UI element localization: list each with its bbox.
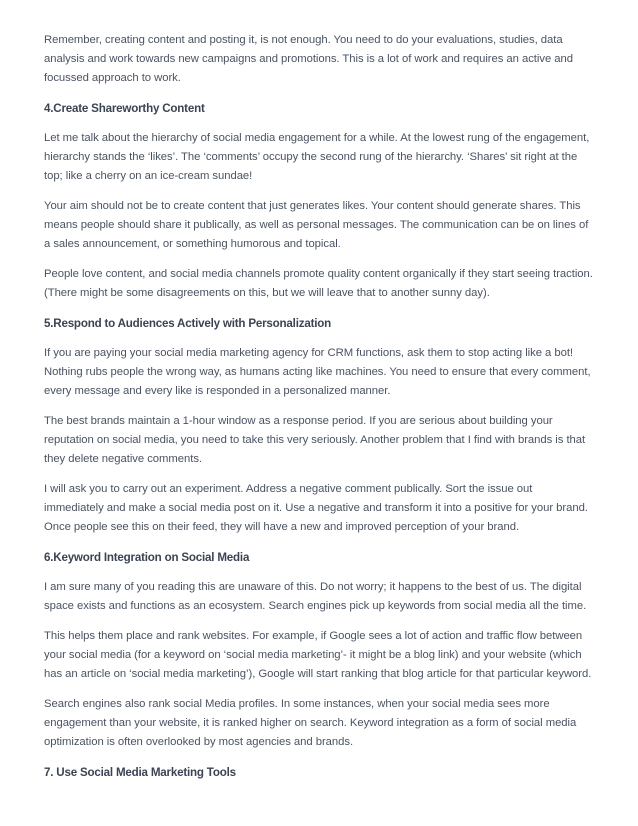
heading-respond-personalization: 5.Respond to Audiences Actively with Personalization	[44, 317, 332, 330]
paragraph-rank-profiles: Search engines also rank social Media profiles. In some instances, when your social media sees more engagement than your website, it is ranked higher on search. Keyword integration as a form of social media optimization is often overlooked by most agencies and brands.	[44, 698, 577, 748]
paragraph-generate-shares: Your aim should not be to create content that just generates likes. Your content should generate shares. This means people should share it publically, as well as personal messages. The communication can be on lines of a sales announcement, or something humorous and topical.	[44, 200, 589, 250]
paragraph-experiment: I will ask you to carry out an experiment. Address a negative comment publically. Sort the issue out immediately and make a social media post on it. Use a negative and transform it into a positive for your brand. Once people see this on their feed, they will have a new and improved perception of your brand.	[44, 483, 588, 533]
heading-marketing-tools: 7. Use Social Media Marketing Tools	[44, 766, 236, 779]
paragraph-ecosystem: I am sure many of you reading this are unaware of this. Do not worry; it happens to the best of us. The digital space exists and functions as an ecosystem. Search engines pick up keywords from social media all the time.	[44, 581, 587, 612]
paragraph-rank-websites: This helps them place and rank websites. For example, if Google sees a lot of action and traffic flow between your social media (for a keyword on ‘social media marketing’- it might be a blog link) and your website (which has an article on ‘social media marketing’), Google will start ranking that blog article for that particular keyword.	[44, 630, 592, 680]
paragraph-crm-functions: If you are paying your social media marketing agency for CRM functions, ask them to stop acting like a bot! Nothing rubs people the wrong way, as humans acting like machines. You need to ensure that every comment, every message and every like is responded in a personalized manner.	[44, 347, 591, 397]
paragraph-quality-content: People love content, and social media channels promote quality content organically if they start seeing traction. (There might be some disagreements on this, but we will leave that to another sunny day).	[44, 268, 593, 299]
paragraph-response-window: The best brands maintain a 1-hour window as a response period. If you are serious about building your reputation on social media, you need to take this very seriously. Another problem that I find with brands is that they delete negative comments.	[44, 415, 586, 465]
paragraph-engagement-hierarchy: Let me talk about the hierarchy of social media engagement for a while. At the lowest rung of the engagement, hierarchy stands the ‘likes’. The ‘comments’ occupy the second rung of the hierarchy. ‘Shares’ sit right at the top; like a cherry on an ice-cream sundae!	[44, 132, 590, 182]
paragraph-intro: Remember, creating content and posting it, is not enough. You need to do your evaluations, studies, data analysis and work towards new campaigns and promotions. This is a lot of work and requires an active and focussed approach to work.	[44, 34, 573, 84]
heading-shareworthy-content: 4.Create Shareworthy Content	[44, 102, 205, 115]
heading-keyword-integration: 6.Keyword Integration on Social Media	[44, 551, 250, 564]
